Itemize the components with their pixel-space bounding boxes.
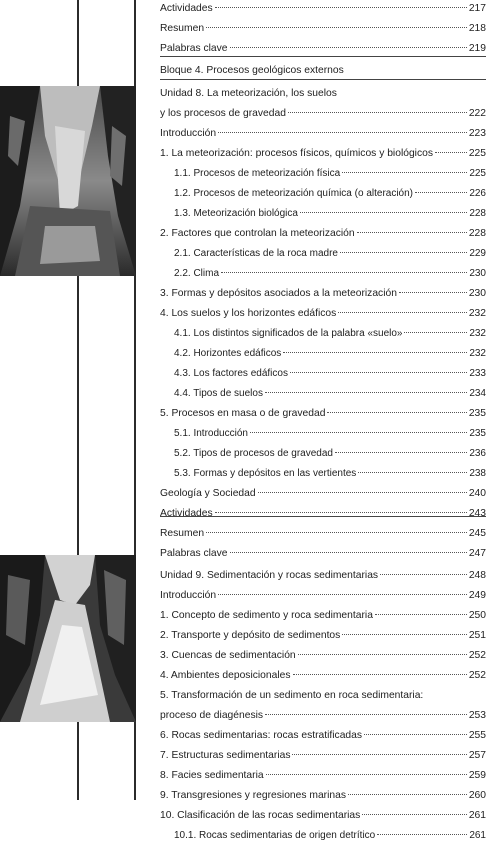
toc-heading [160,687,486,704]
toc-subentry [160,365,486,382]
dot-leader [358,472,467,473]
toc-entry [160,305,486,322]
dot-leader [290,372,467,373]
toc-entry-title: Palabras clave [160,43,228,54]
toc-entry-title: Introducción [160,590,217,601]
toc-entry-title: 5.3. Formas y depósitos en las vertientes [174,468,357,479]
toc-entry [160,747,486,764]
toc-page-number: 255 [468,730,486,741]
toc-entry-title: Palabras clave [160,548,228,559]
dot-leader [342,634,467,635]
dot-leader [399,292,467,293]
toc-subentry [160,325,486,342]
toc-entry-title: proceso de diagénesis [160,710,264,721]
toc-entry-title: Unidad 8. La meteorización, los suelos [160,88,337,99]
toc-subentry [160,465,486,482]
toc-entry-title: 1.3. Meteorización biológica [174,208,298,219]
toc-page-number: 222 [468,108,486,119]
toc-entry [160,505,486,522]
dot-leader [435,152,467,153]
dot-leader [206,27,467,28]
toc-entry [160,667,486,684]
toc-page-number: 257 [468,750,486,761]
toc-subentry [160,245,486,262]
toc-entry [160,525,486,542]
toc-subentry [160,185,486,202]
toc-entry [160,587,486,604]
toc-entry [160,405,486,422]
toc-page-number: 234 [469,388,486,399]
dot-leader [258,492,467,493]
toc-entry-title: 3. Cuencas de sedimentación [160,650,296,661]
toc-entry-title: 4.1. Los distintos significados de la palabra «suelo» [174,328,403,339]
toc-entry [160,727,486,744]
toc-subentry [160,827,486,844]
dot-leader [380,574,467,575]
toc-page-number: 238 [469,468,486,479]
toc-entry-title: 8. Facies sedimentaria [160,770,264,781]
dot-leader [215,512,467,513]
photo-cave-meteorization [0,86,136,276]
dot-leader [327,412,466,413]
toc-page-number: 261 [468,810,486,821]
dot-leader [340,252,467,253]
toc-entry-title: 4.4. Tipos de suelos [174,388,263,399]
toc-entry-title: 10. Clasificación de las rocas sedimentarias [160,810,361,821]
toc-entry-title: Introducción [160,128,217,139]
dot-leader [288,112,467,113]
toc-page-number: 232 [469,328,486,339]
toc-page-number: 249 [468,590,486,601]
toc-entry-title: 1.2. Procesos de meteorización química (o alteración) [174,188,414,199]
toc-entry [160,285,486,302]
toc-entry [160,607,486,624]
toc-entry [160,20,486,37]
toc-entry-title: 1.1. Procesos de meteorización física [174,168,341,179]
dot-leader [218,132,467,133]
toc-entry [160,707,486,724]
dot-leader [215,7,467,8]
toc-page-number: 260 [468,790,486,801]
toc-page-number: 252 [468,670,486,681]
toc-entry [160,787,486,804]
dot-leader [342,172,467,173]
toc-entry-title: 5.2. Tipos de procesos de gravedad [174,448,333,459]
dot-leader [250,432,467,433]
toc-page-number: 245 [468,528,486,539]
dot-leader [266,774,467,775]
toc-entry [160,767,486,784]
toc-entry-title: Actividades [160,3,213,14]
dot-leader [377,834,467,835]
dot-leader [292,754,466,755]
toc-page-number: 252 [468,650,486,661]
dot-leader [404,332,467,333]
toc-entry [160,627,486,644]
section-separator [160,56,486,57]
toc-page-number: 235 [468,408,486,419]
toc-page-number: 226 [469,188,486,199]
toc-subentry [160,165,486,182]
toc-entry [160,145,486,162]
toc-heading [160,85,486,102]
toc-page-number: 233 [469,368,486,379]
toc-page-number: 247 [468,548,486,559]
toc-entry [160,647,486,664]
toc-page-number: 228 [468,228,486,239]
toc-entry [160,807,486,824]
toc-entry-title: 4.3. Los factores edáficos [174,368,288,379]
section-separator [160,79,486,80]
toc-page-number: 218 [468,23,486,34]
toc-entry-title: 2. Transporte y depósito de sedimentos [160,630,341,641]
toc-page-number: 230 [468,288,486,299]
toc-entry-title: Unidad 9. Sedimentación y rocas sedimentarias [160,570,379,581]
toc-entry-title: 4. Los suelos y los horizontes edáficos [160,308,337,319]
toc-page-number: 230 [469,268,486,279]
dot-leader [298,654,467,655]
toc-entry [160,125,486,142]
toc-entry-title: y los procesos de gravedad [160,108,286,119]
dot-leader [293,674,467,675]
toc-page-number: 225 [469,168,486,179]
dot-leader [265,392,467,393]
toc-entry-title: Geología y Sociedad [160,488,256,499]
dot-leader [364,734,467,735]
toc-entry-title: Resumen [160,23,205,34]
toc-subentry [160,345,486,362]
toc-subentry [160,445,486,462]
toc-entry-title: 3. Formas y depósitos asociados a la meteorización [160,288,397,299]
toc-page-number: 261 [469,830,486,841]
toc-page-number: 250 [468,610,486,621]
toc-page-number: 229 [469,248,486,259]
toc-entry [160,40,486,57]
dot-leader [283,352,467,353]
dot-leader [338,312,467,313]
toc-entry-title: 7. Estructuras sedimentarias [160,750,291,761]
toc-entry-title: Resumen [160,528,205,539]
dot-leader [415,192,467,193]
dot-leader [375,614,467,615]
toc-entry [160,485,486,502]
toc-entry-title: 2. Factores que controlan la meteorización [160,228,355,239]
dot-leader [206,532,467,533]
dot-leader [218,594,467,595]
toc-entry-title: 5. Transformación de un sedimento en roca sedimentaria: [160,690,424,701]
toc-page-number: 223 [468,128,486,139]
toc-page-number: 217 [468,3,486,14]
toc-entry [160,567,486,584]
toc-page-number: 236 [469,448,486,459]
toc-page-number: 251 [468,630,486,641]
toc-page-number: 219 [468,43,486,54]
toc-subentry [160,425,486,442]
toc-entry-title: 1. La meteorización: procesos físicos, químicos y biológicos [160,148,433,159]
toc-entry [160,105,486,122]
toc-entry-title: Bloque 4. Procesos geológicos externos [160,65,344,76]
dot-leader [230,552,467,553]
photo-canyon-sedimentation [0,555,136,722]
dot-leader [230,47,467,48]
toc-entry-title: Actividades [160,508,213,519]
toc-entry-title: 6. Rocas sedimentarias: rocas estratificadas [160,730,363,741]
dot-leader [300,212,467,213]
toc-page-number: 225 [468,148,486,159]
toc-entry [160,0,486,17]
toc-subentry [160,265,486,282]
toc-entry-title: 9. Transgresiones y regresiones marinas [160,790,347,801]
dot-leader [348,794,467,795]
toc-subentry [160,385,486,402]
toc-entry-title: 1. Concepto de sedimento y roca sedimentaria [160,610,373,621]
toc-page-number: 253 [468,710,486,721]
toc-page-number: 232 [468,308,486,319]
dot-leader [362,814,467,815]
dot-leader [265,714,467,715]
toc-page-number: 240 [468,488,486,499]
toc-entry-title: 5. Procesos en masa o de gravedad [160,408,326,419]
toc-page-number: 259 [468,770,486,781]
section-separator [160,516,486,517]
toc-entry-title: 4. Ambientes deposicionales [160,670,291,681]
dot-leader [335,452,467,453]
toc-entry-title: 4.2. Horizontes edáficos [174,348,282,359]
toc-entry-title: 2.2. Clima [174,268,220,279]
toc-entry-title: 5.1. Introducción [174,428,248,439]
toc-page-number: 243 [468,508,486,519]
toc-page-number: 232 [469,348,486,359]
toc-page-number: 248 [468,570,486,581]
toc-page-number: 228 [469,208,486,219]
dot-leader [221,272,467,273]
toc-subentry [160,205,486,222]
toc-entry [160,225,486,242]
toc-heading [160,62,486,79]
toc-entry-title: 2.1. Características de la roca madre [174,248,338,259]
toc-page-number: 235 [469,428,486,439]
dot-leader [357,232,467,233]
toc-entry-title: 10.1. Rocas sedimentarias de origen detrítico [174,830,376,841]
toc-entry [160,545,486,562]
